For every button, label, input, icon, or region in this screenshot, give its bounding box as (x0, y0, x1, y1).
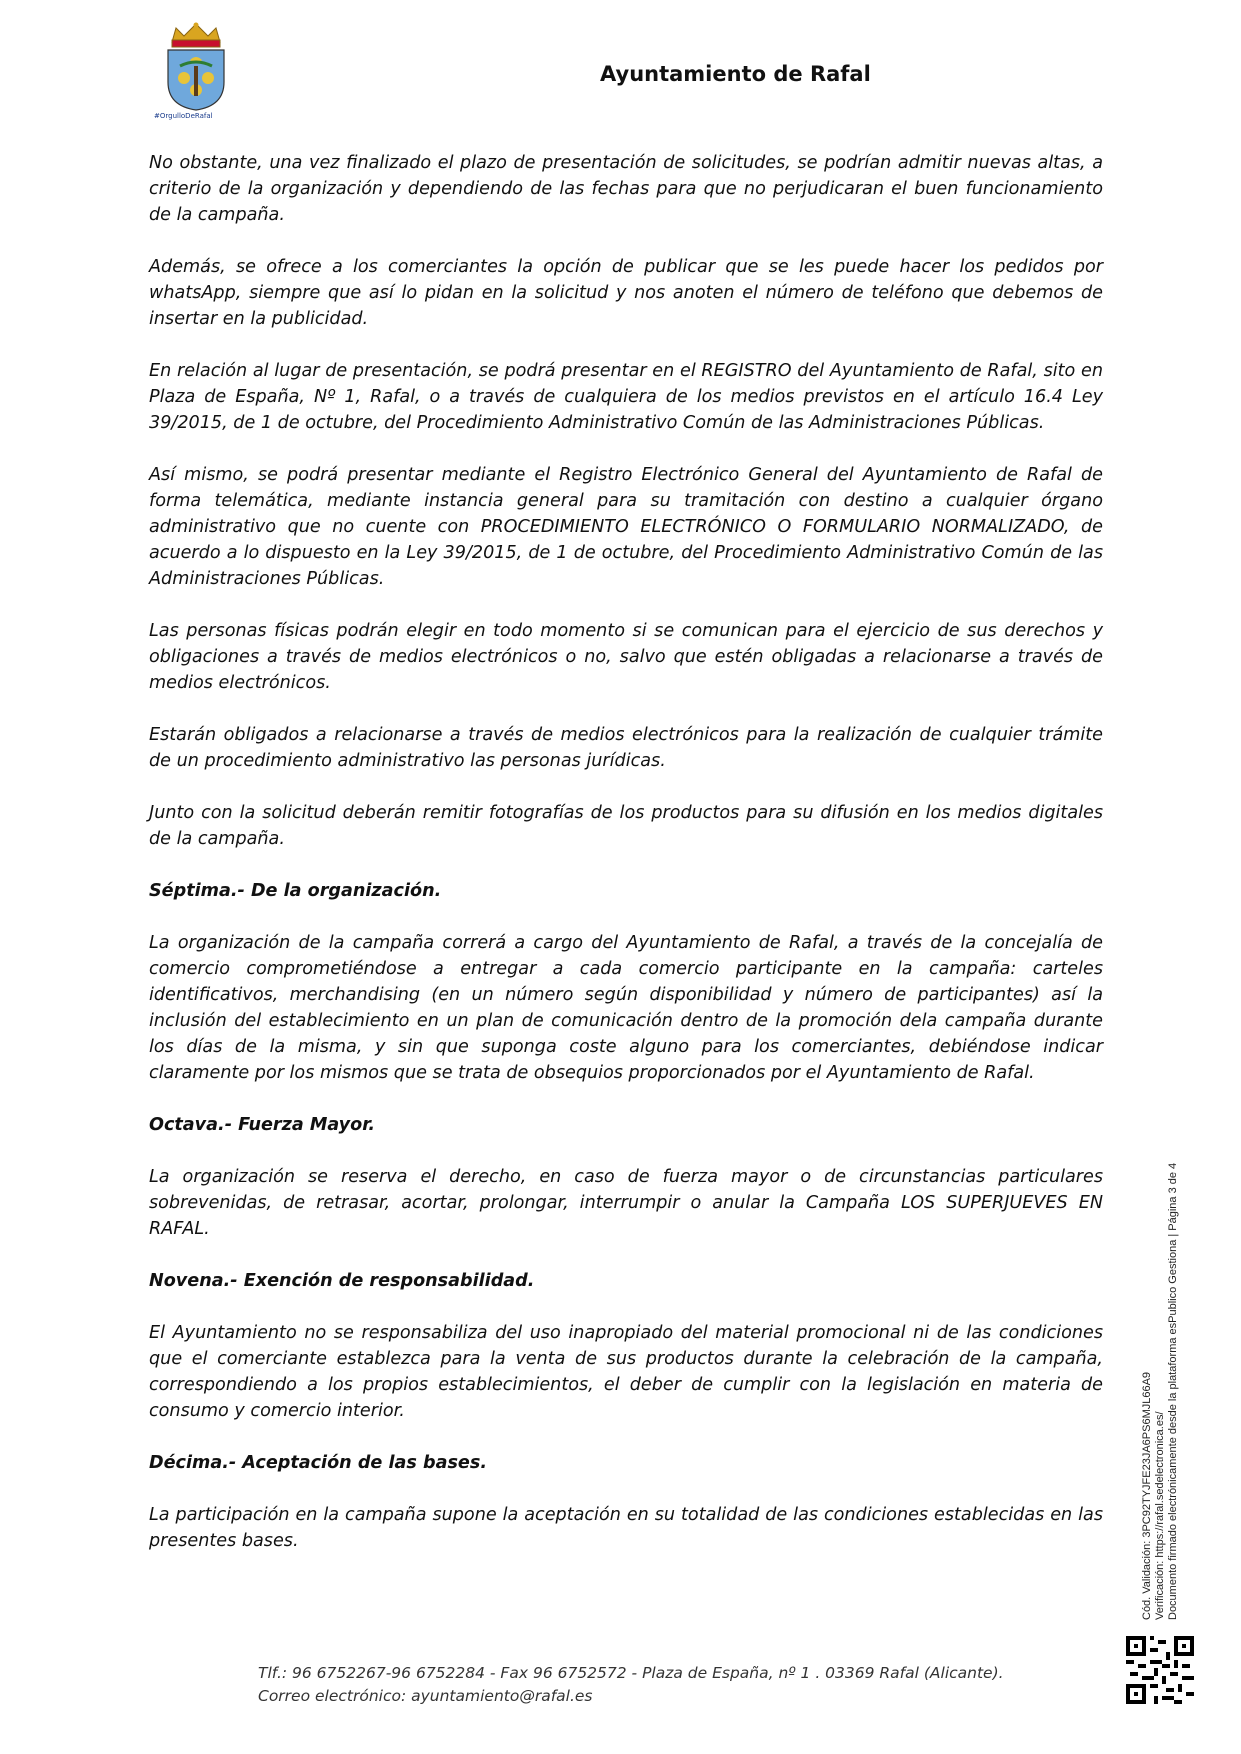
paragraph: Junto con la solicitud deberán remitir fotografías de los productos para su difusión en los medios digitales de la campaña. (149, 803, 1103, 849)
signature-note: Documento firmado electrónicamente desde la plataforma esPublico Gestiona | Página 3 de 4 (1167, 1162, 1179, 1620)
section-heading-decima: Décima.- Aceptación de las bases. (149, 1453, 488, 1473)
document-body (149, 150, 1103, 1580)
footer (258, 1662, 1004, 1708)
paragraph: Las personas físicas podrán elegir en todo momento si se comunican para el ejercicio de sus derechos y obligaciones a través de medios electrónicos o no, salvo que estén obligadas a relacionarse a través de medios electrónicos. (149, 621, 1103, 693)
coat-of-arms-logo (154, 20, 254, 120)
qr-code-icon (1126, 1636, 1194, 1704)
verification-link[interactable]: Verificación: https://rafal.sedelectronica.es/ (1154, 1411, 1166, 1620)
paragraph: Así mismo, se podrá presentar mediante el Registro Electrónico General del Ayuntamiento de Rafal de forma telemática, mediante instancia general para su tramitación con destino a cualquier órgano administrativo que no cuente con PROCEDIMIENTO ELECTRÓNICO O FORMULARIO NORMALIZADO, de acuerdo a lo dispuesto en la Ley 39/2015, de 1 de octubre, del Procedimiento Administrativo Común de las Administraciones Públicas. (149, 465, 1103, 589)
paragraph: Estarán obligados a relacionarse a través de medios electrónicos para la realización de cualquier trámite de un procedimiento administrativo las personas jurídicas. (149, 725, 1103, 771)
validation-code: Cód. Validación: 3PC92TYJFE23JA6PS6MJL66A9 (1141, 1371, 1153, 1620)
paragraph: La organización se reserva el derecho, en caso de fuerza mayor o de circunstancias particulares sobrevenidas, de retrasar, acortar, prolongar, interrumpir o anular la Campaña LOS SUPERJUEVES EN RAFAL. (149, 1167, 1103, 1239)
paragraph: La organización de la campaña correrá a cargo del Ayuntamiento de Rafal, a través de la concejalía de comercio comprometiéndose a entregar a cada comercio participante en la campaña: carteles identificativos, merchandising (en un número según disponibilidad y número de participantes) así la inclusión del establecimiento en un plan de comunicación dentro de la promoción dela campaña durante los días de la misma, y sin que suponga coste alguno para los comerciantes, debiéndose indicar claramente por los mismos que se trata de obsequios proporcionados por el Ayuntamiento de Rafal. (149, 933, 1103, 1083)
footer-email[interactable]: Correo electrónico: ayuntamiento@rafal.es (258, 1687, 593, 1705)
section-heading-novena: Novena.- Exención de responsabilidad. (149, 1271, 535, 1291)
paragraph: El Ayuntamiento no se responsabiliza del uso inapropiado del material promocional ni de las condiciones que el comerciante establezca para la venta de sus productos durante la celebración de la campaña, correspondiendo a los propios establecimientos, el deber de cumplir con la legislación en materia de consumo y comercio interior. (149, 1323, 1103, 1421)
logo-caption: #OrgulloDeRafal (154, 112, 213, 120)
section-heading-septima: Séptima.- De la organización. (149, 881, 442, 901)
coat-of-arms-icon (160, 20, 232, 112)
validation-stamp (1141, 1163, 1180, 1620)
section-heading-octava: Octava.- Fuerza Mayor. (149, 1115, 376, 1135)
paragraph: En relación al lugar de presentación, se podrá presentar en el REGISTRO del Ayuntamiento de Rafal, sito en Plaza de España, Nº 1, Rafal, o a través de cualquiera de los medios previstos en el artículo 16.4 Ley 39/2015, de 1 de octubre, del Procedimiento Administrativo Común de las Administraciones Públicas. (149, 361, 1103, 433)
paragraph: La participación en la campaña supone la aceptación en su totalidad de las condiciones establecidas en las presentes bases. (149, 1505, 1103, 1551)
paragraph: No obstante, una vez finalizado el plazo de presentación de solicitudes, se podrían admitir nuevas altas, a criterio de la organización y dependiendo de las fechas para que no perjudicaran el buen funcionamiento de la campaña. (149, 153, 1103, 225)
footer-contact: Tlf.: 96 6752267-96 6752284 - Fax 96 6752572 - Plaza de España, nº 1 . 03369 Rafal (Alicante). (258, 1664, 1004, 1682)
page-title: Ayuntamiento de Rafal (600, 62, 871, 86)
paragraph: Además, se ofrece a los comerciantes la opción de publicar que se les puede hacer los pedidos por whatsApp, siempre que así lo pidan en la solicitud y nos anoten el número de teléfono que debemos de insertar en la publicidad. (149, 257, 1103, 329)
